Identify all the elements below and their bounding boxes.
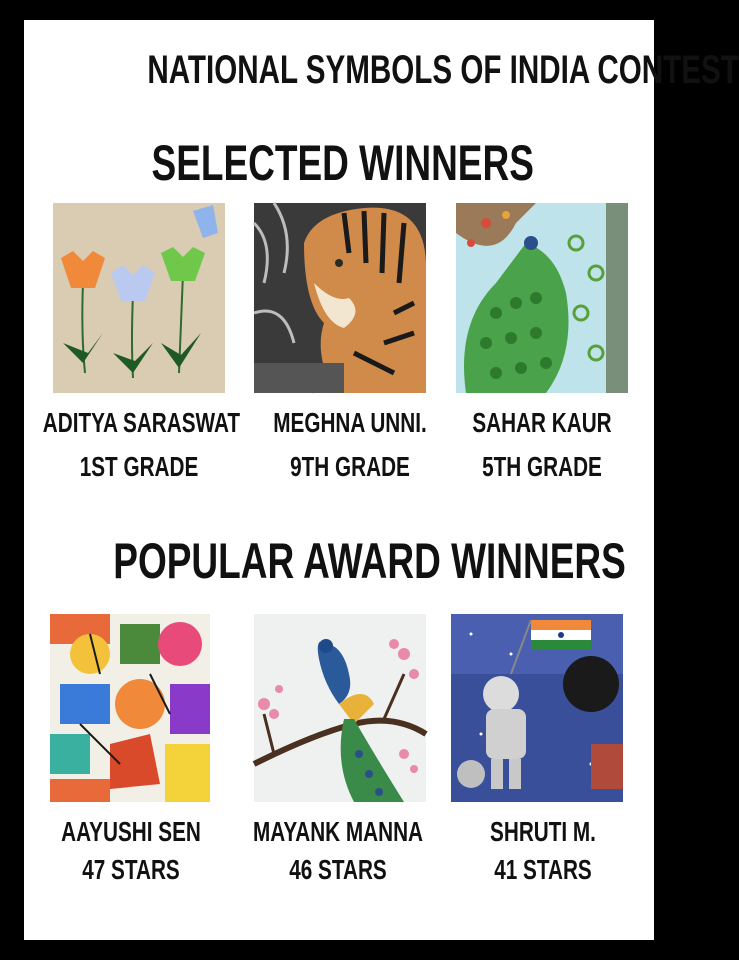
poster-title: NATIONAL SYMBOLS OF INDIA CONTEST	[147, 48, 739, 92]
selected-winner-name-1: ADITYA SARASWAT	[42, 407, 241, 438]
selected-winner-grade-1: 1ST GRADE	[79, 451, 199, 482]
popular-winner-stars-1: 47 STARS	[82, 854, 180, 885]
paper-flowers-artwork	[53, 203, 225, 393]
popular-winner-name-2: MAYANK MANNA	[252, 816, 423, 847]
selected-winner-name-2: MEGHNA UNNI.	[273, 407, 427, 438]
peacock-artwork	[456, 203, 628, 393]
tiger-artwork	[254, 203, 426, 393]
selected-winner-grade-3: 5TH GRADE	[482, 451, 602, 482]
contest-poster	[24, 20, 739, 940]
astronaut-flag-artwork	[451, 614, 623, 802]
india-collage-artwork	[50, 614, 210, 802]
popular-winner-stars-3: 41 STARS	[494, 854, 592, 885]
peacock-blossom-artwork	[254, 614, 426, 802]
selected-winners-heading: SELECTED WINNERS	[151, 135, 534, 191]
popular-winners-heading: POPULAR AWARD WINNERS	[113, 533, 626, 589]
popular-winner-name-3: SHRUTI M.	[490, 816, 596, 847]
popular-winner-name-1: AAYUSHI SEN	[61, 816, 201, 847]
popular-winner-stars-2: 46 STARS	[289, 854, 387, 885]
selected-winner-name-3: SAHAR KAUR	[472, 407, 612, 438]
selected-winner-grade-2: 9TH GRADE	[290, 451, 410, 482]
